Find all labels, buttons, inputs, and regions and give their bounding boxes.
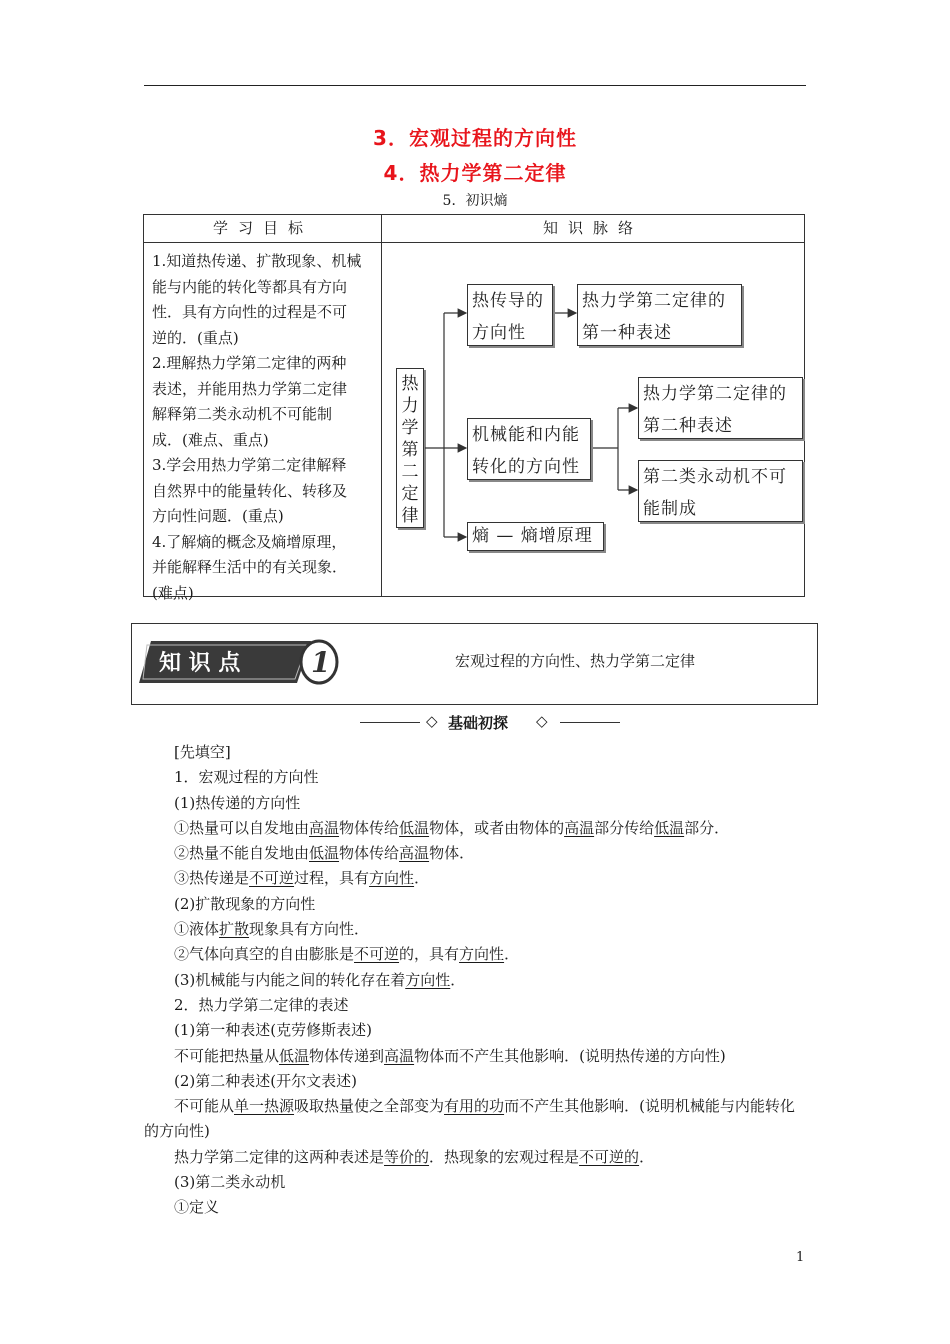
fill-answer: 扩散 bbox=[219, 920, 250, 939]
section-heading bbox=[360, 710, 630, 734]
text-run: 物体． bbox=[429, 844, 475, 863]
subtitle: 5．初识熵 bbox=[442, 193, 508, 209]
node-line: 热力学第二定律的 bbox=[643, 384, 787, 404]
fill-answer: 单一热源 bbox=[234, 1097, 295, 1116]
paragraph: (2)扩散现象的方向性 bbox=[174, 894, 316, 913]
fill-answer: 不可逆 bbox=[249, 869, 295, 888]
text-run: 部分传给 bbox=[594, 818, 655, 837]
text-run: 而不产生其他影响．(说明机械能与内能转化的方向性) bbox=[144, 1097, 795, 1141]
node-line: 热力学第二定律的 bbox=[582, 291, 726, 311]
root-char: 律 bbox=[401, 506, 419, 526]
root-char: 热 bbox=[401, 374, 419, 394]
goal-line: 并能解释生活中的有关现象． bbox=[152, 558, 348, 576]
goal-line: 2.理解热力学第二定律的两种 bbox=[152, 354, 347, 372]
text-run: 物体传递到 bbox=[309, 1046, 385, 1065]
goal-line: (难点) bbox=[152, 583, 194, 602]
paragraph: (1)热传递的方向性 bbox=[174, 793, 301, 812]
paragraph bbox=[144, 816, 808, 841]
mindmap-first-statement bbox=[577, 284, 742, 346]
text-run: ． bbox=[639, 1147, 655, 1166]
fill-answer: 高温 bbox=[399, 844, 430, 863]
goal-line: 性．具有方向性的过程是不可 bbox=[152, 303, 348, 321]
node-line: 第二类永动机不可 bbox=[643, 467, 787, 487]
goal-line: 3.学会用热力学第二定律解释 bbox=[152, 456, 347, 474]
mindmap-mechanical-direction bbox=[467, 418, 591, 480]
section-heading-text: 基础初探 bbox=[448, 714, 509, 732]
paragraph: (3)第二类永动机 bbox=[174, 1173, 286, 1192]
fill-answer: 低温 bbox=[399, 818, 430, 837]
fill-answer: 有用的功 bbox=[444, 1097, 505, 1116]
page-number: 1 bbox=[796, 1250, 805, 1265]
text-run: 吸取热量使之全部变为 bbox=[294, 1097, 445, 1116]
title-line-1: 3．宏观过程的方向性 bbox=[373, 126, 577, 150]
text-run: 物体传给 bbox=[339, 844, 400, 863]
text-run: ． bbox=[414, 869, 430, 888]
text-run: ②气体向真空的自由膨胀是 bbox=[174, 945, 355, 964]
mindmap-heat-direction bbox=[467, 284, 553, 346]
text-run: 物体传给 bbox=[339, 818, 400, 837]
node-line: 转化的方向性 bbox=[472, 457, 580, 477]
text-run: ．热现象的宏观过程是 bbox=[429, 1147, 580, 1166]
root-char: 学 bbox=[401, 418, 419, 438]
root-char: 第 bbox=[401, 440, 419, 460]
paragraph bbox=[144, 968, 808, 993]
goal-line: 方向性问题．(重点) bbox=[152, 507, 284, 525]
text-run: (3)机械能与内能之间的转化存在着 bbox=[174, 970, 406, 989]
goal-line: 4.了解熵的概念及熵增原理， bbox=[152, 532, 347, 551]
fill-answer: 方向性 bbox=[369, 869, 415, 888]
paragraph bbox=[144, 866, 808, 891]
paragraph: (1)第一种表述(克劳修斯表述) bbox=[174, 1021, 372, 1040]
fill-answer: 不可逆的 bbox=[579, 1147, 640, 1166]
text-run: ③热传递是 bbox=[174, 869, 250, 888]
paragraph bbox=[144, 1094, 808, 1145]
text-run: 物体，或者由物体的 bbox=[429, 818, 565, 837]
text-run: 物体而不产生其他影响．(说明热传递的方向性) bbox=[414, 1046, 726, 1065]
text-run: 部分． bbox=[684, 818, 730, 837]
paragraph bbox=[144, 841, 808, 866]
paragraph bbox=[144, 942, 808, 967]
root-char: 力 bbox=[401, 396, 419, 416]
knowledge-header: 知识脉络 bbox=[382, 215, 804, 243]
node-line: 机械能和内能 bbox=[472, 425, 580, 445]
node-line: 能制成 bbox=[643, 499, 697, 519]
text-run: 过程，具有 bbox=[294, 869, 370, 888]
node-line: 第二种表述 bbox=[643, 416, 733, 436]
fill-answer: 高温 bbox=[384, 1046, 415, 1065]
diamond-icon: ◇ bbox=[426, 712, 438, 730]
fill-answer: 低温 bbox=[309, 844, 340, 863]
fill-answer: 方向性 bbox=[405, 970, 451, 989]
text-run: 不可能从 bbox=[174, 1097, 235, 1116]
goal-line: 1.知道热传递、扩散现象、机械 bbox=[152, 252, 362, 270]
paragraph bbox=[144, 1145, 808, 1170]
text-run: ①热量可以自发地由 bbox=[174, 818, 310, 837]
text-run: ②热量不能自发地由 bbox=[174, 844, 310, 863]
banner-number: 1 bbox=[311, 646, 331, 679]
fill-answer: 低温 bbox=[654, 818, 685, 837]
fill-answer: 低温 bbox=[279, 1046, 310, 1065]
heading-line-left bbox=[360, 722, 420, 723]
text-run: ． bbox=[504, 945, 520, 964]
fill-answer: 方向性 bbox=[459, 945, 505, 964]
mindmap-second-statement bbox=[638, 377, 803, 439]
root-char: 二 bbox=[401, 462, 419, 482]
paragraph: 2．热力学第二定律的表述 bbox=[174, 995, 349, 1014]
node-line: 第一种表述 bbox=[582, 323, 672, 343]
knowledge-point-banner bbox=[139, 637, 339, 687]
text-run: ①液体 bbox=[174, 920, 220, 939]
knowledge-point-topic: 宏观过程的方向性、热力学第二定律 bbox=[454, 652, 695, 670]
banner-text: 知 识 点 bbox=[159, 651, 241, 676]
goal-header: 学习目标 bbox=[144, 215, 382, 243]
fill-answer: 不可逆 bbox=[354, 945, 400, 964]
node-line: 热传导的 bbox=[472, 291, 544, 311]
paragraph bbox=[144, 1044, 808, 1069]
node-line: 方向性 bbox=[472, 323, 526, 343]
root-char: 定 bbox=[401, 484, 419, 504]
goal-line: 成．(难点、重点) bbox=[152, 430, 269, 449]
paragraph: [先填空] bbox=[174, 743, 231, 761]
text-run: 的，具有 bbox=[399, 945, 460, 964]
paragraph: ①定义 bbox=[174, 1198, 220, 1217]
text-run: 热力学第二定律的这两种表述是 bbox=[174, 1147, 385, 1166]
title-line-2: 4．热力学第二定律 bbox=[383, 161, 567, 185]
body-text bbox=[144, 740, 808, 1221]
fill-answer: 高温 bbox=[309, 818, 340, 837]
heading-line-right bbox=[560, 722, 620, 723]
fill-answer: 等价的 bbox=[384, 1147, 430, 1166]
goal-line: 逆的．(重点) bbox=[152, 328, 239, 347]
text-run: 不可能把热量从 bbox=[174, 1046, 280, 1065]
paragraph: (2)第二种表述(开尔文表述) bbox=[174, 1071, 357, 1090]
paragraph bbox=[144, 917, 808, 942]
goal-line: 自然界中的能量转化、转移及 bbox=[152, 481, 348, 500]
diamond-icon: ◇ bbox=[536, 712, 548, 730]
goal-line: 表述，并能用热力学第二定律 bbox=[152, 379, 348, 398]
text-run: ． bbox=[450, 970, 466, 989]
goal-line: 解释第二类永动机不可能制 bbox=[152, 405, 333, 423]
goal-line: 能与内能的转化等都具有方向 bbox=[152, 277, 348, 296]
mindmap-perpetual-motion bbox=[638, 460, 803, 522]
fill-answer: 高温 bbox=[564, 818, 595, 837]
text-run: 现象具有方向性． bbox=[249, 920, 370, 939]
mindmap-entropy: 熵 — 熵增原理 bbox=[467, 522, 604, 551]
paragraph: 1．宏观过程的方向性 bbox=[174, 768, 319, 787]
